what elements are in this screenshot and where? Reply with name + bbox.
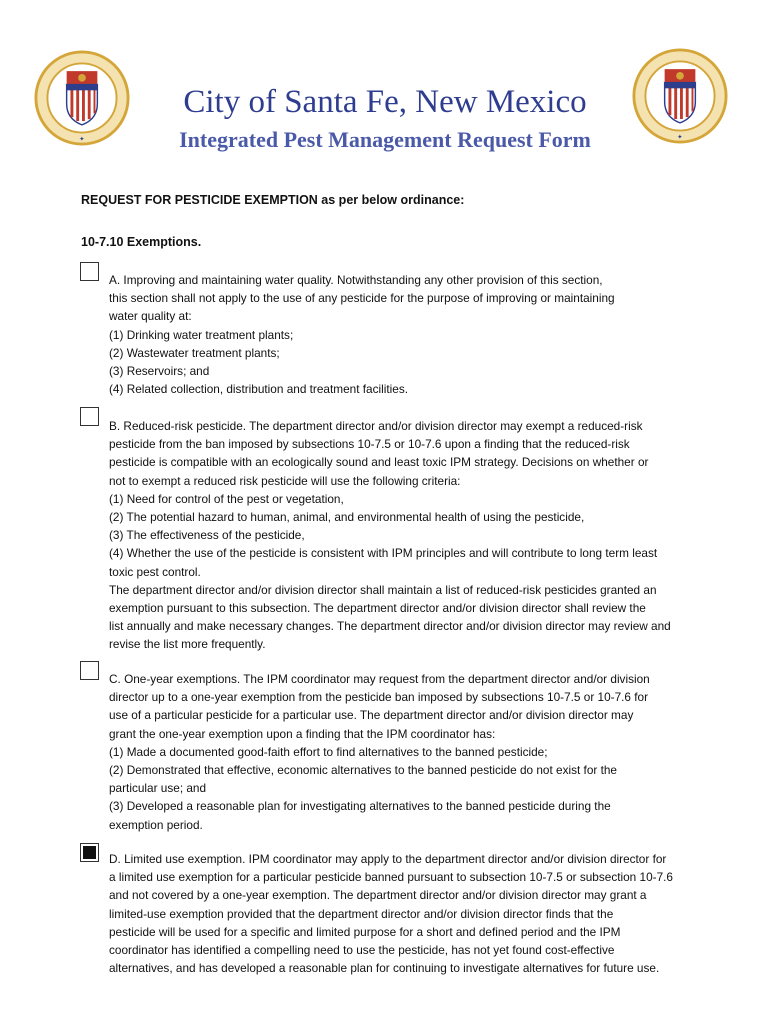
exemption-a-checkbox[interactable] <box>80 262 99 281</box>
exemption-b-checkbox[interactable] <box>80 407 99 426</box>
exemption-d-line: D. Limited use exemption. IPM coordinator may apply to the department director and/or division director for <box>109 852 667 866</box>
exemption-d-line: and not covered by a one-year exemption. The department director and/or division director may grant a <box>109 888 647 903</box>
exemption-b-line: The department director and/or division director shall maintain a list of reduced-risk pesticides granted an <box>109 582 657 597</box>
page-title: City of Santa Fe, New Mexico <box>183 84 587 120</box>
exemption-b-line: pesticide is compatible with an ecologically sound and least toxic IPM strategy. Decisions on whether or <box>109 455 649 470</box>
exemption-b-line: list annually and make necessary changes. The department director and/or division director may review and <box>109 619 671 634</box>
ordinance-subheading: 10-7.10 Exemptions. <box>81 235 202 249</box>
exemption-b-text <box>109 417 729 654</box>
exemption-c-line: (1) Made a documented good-faith effort to find alternatives to the banned pesticide; <box>109 744 548 759</box>
exemption-a-line: A. Improving and maintaining water quality. Notwithstanding any other provision of this section, <box>109 273 603 287</box>
exemption-d-line: limited-use exemption provided that the department director and/or division director finds that the <box>109 906 614 921</box>
exemption-b-line: (3) The effectiveness of the pesticide, <box>109 528 305 543</box>
exemption-b-line: B. Reduced-risk pesticide. The department director and/or division director may exempt a reduced-risk <box>109 419 643 433</box>
exemption-d-line: a limited use exemption for a particular pesticide banned pursuant to subsection 10-7.5 or subsection 10-7.6 <box>109 870 673 885</box>
exemption-c-line: use of a particular pesticide for a particular use. The department director and/or division director may <box>109 708 634 723</box>
exemption-d-text <box>109 850 729 977</box>
page-subtitle: Integrated Pest Management Request Form <box>179 127 591 152</box>
exemption-b-line: (2) The potential hazard to human, animal, and environmental health of using the pesticide, <box>109 510 585 525</box>
exemption-a-line: (4) Related collection, distribution and treatment facilities. <box>109 382 409 397</box>
exemption-a-text <box>109 271 729 398</box>
exemption-c-line: director up to a one-year exemption from the pesticide ban imposed by subsections 10-7.5 or 10-7.6 for <box>109 690 649 705</box>
exemption-c-line: C. One-year exemptions. The IPM coordinator may request from the department director and/or division <box>109 672 650 686</box>
exemption-a-line: (2) Wastewater treatment plants; <box>109 345 280 360</box>
exemption-a-line: this section shall not apply to the use of any pesticide for the purpose of improving or maintaining <box>109 291 615 306</box>
exemption-d-line: coordinator has identified a compelling need to use the pesticide, has not yet found cost-effective <box>109 943 615 958</box>
form-heading: REQUEST FOR PESTICIDE EXEMPTION as per below ordinance: <box>81 193 465 207</box>
exemption-b-line: pesticide from the ban imposed by subsections 10-7.5 or 10-7.6 upon a finding that the reduced-risk <box>109 437 630 452</box>
exemption-a-line: (3) Reservoirs; and <box>109 364 210 379</box>
exemption-d-line: pesticide will be used for a specific and limited purpose for a short and defined period and the IPM <box>109 924 621 939</box>
exemption-b-line: (4) Whether the use of the pesticide is consistent with IPM principles and will contribute to long term least <box>109 546 658 561</box>
exemption-b-line: not to exempt a reduced risk pesticide will use the following criteria: <box>109 473 461 488</box>
exemption-c-text <box>109 670 729 834</box>
svg-text:✦: ✦ <box>79 136 85 144</box>
exemption-b-line: toxic pest control. <box>109 564 201 579</box>
exemption-c-line: grant the one-year exemption upon a finding that the IPM coordinator has: <box>109 726 496 741</box>
exemption-c-line: exemption period. <box>109 817 203 832</box>
exemption-b-line: revise the list more frequently. <box>109 637 266 652</box>
exemption-d-checkbox[interactable] <box>80 843 99 862</box>
exemption-b-line: (1) Need for control of the pest or vegetation, <box>109 491 344 506</box>
exemption-c-line: (3) Developed a reasonable plan for investigating alternatives to the banned pesticide during the <box>109 799 611 814</box>
exemption-a-line: water quality at: <box>109 309 192 324</box>
exemption-c-checkbox[interactable] <box>80 661 99 680</box>
exemption-b-line: exemption pursuant to this subsection. The department director and/or division director shall review the <box>109 601 646 616</box>
exemption-a-line: (1) Drinking water treatment plants; <box>109 327 294 342</box>
exemption-c-line: (2) Demonstrated that effective, economic alternatives to the banned pesticide do not exist for the <box>109 763 617 778</box>
exemption-d-line: alternatives, and has developed a reasonable plan for continuing to investigate alternatives for future use. <box>109 961 660 976</box>
svg-text:✦: ✦ <box>677 134 683 142</box>
exemption-c-line: particular use; and <box>109 781 207 796</box>
